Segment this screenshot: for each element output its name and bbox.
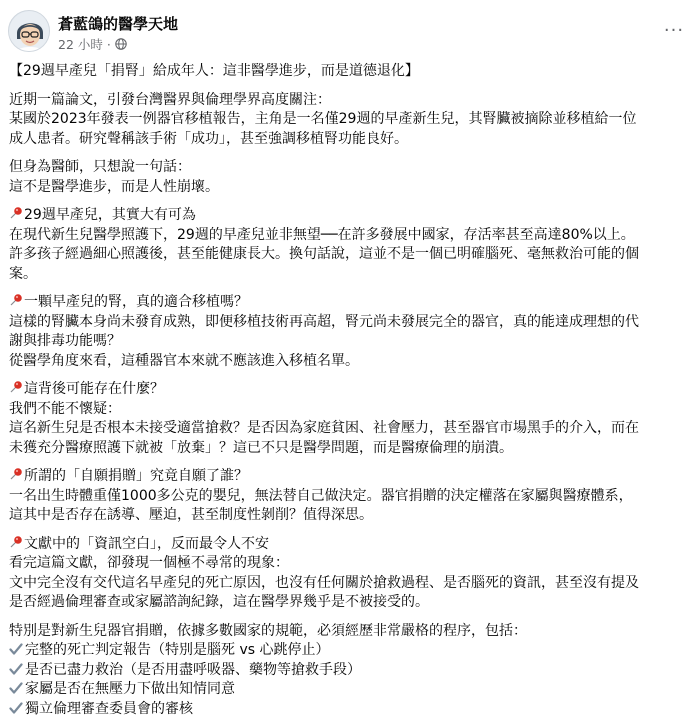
author-avatar[interactable] bbox=[8, 10, 50, 52]
post-content bbox=[9, 62, 691, 728]
line-text: 這樣的腎臟本身尚未發育成熟，即便移植技術再高超，腎元尚未發展完全的器官，真的能達成理想的代 bbox=[9, 313, 639, 330]
paragraph-line bbox=[9, 313, 691, 333]
checkmark-icon bbox=[9, 681, 23, 695]
post-paragraph bbox=[9, 622, 691, 720]
paragraph-line bbox=[9, 245, 691, 265]
pushpin-icon bbox=[9, 293, 23, 307]
more-options-button[interactable] bbox=[659, 16, 689, 46]
line-text: 29週早產兒，其實大有可為 bbox=[24, 207, 196, 223]
line-text: 這名新生兒是否根本未接受適當搶救？是否因為家庭貧困、社會壓力，甚至器官市場黑手的介入，而在 bbox=[9, 420, 639, 436]
paragraph-line bbox=[9, 622, 691, 642]
paragraph-line bbox=[9, 293, 691, 313]
line-text: 這背後可能存在什麼？ bbox=[24, 381, 164, 397]
paragraph-line bbox=[9, 110, 691, 130]
paragraph-line bbox=[9, 206, 691, 226]
paragraph-line bbox=[9, 700, 691, 720]
globe-icon[interactable] bbox=[115, 38, 127, 50]
line-text: 所謂的「自願捐贈」究竟自願了誰？ bbox=[24, 468, 248, 484]
paragraph-line bbox=[9, 226, 691, 246]
paragraph-line bbox=[9, 265, 691, 285]
line-text: 一顆早產兒的腎，真的適合移植嗎？ bbox=[24, 294, 248, 310]
line-text: 謝與排毒功能嗎？ bbox=[9, 333, 121, 349]
line-text: 我們不能不懷疑： bbox=[9, 400, 121, 417]
post-paragraph bbox=[9, 62, 691, 82]
paragraph-line bbox=[9, 487, 691, 507]
paragraph-line bbox=[9, 506, 691, 526]
avatar-cartoon-icon bbox=[9, 11, 50, 52]
paragraph-line bbox=[9, 467, 691, 487]
pushpin-icon bbox=[9, 206, 23, 220]
line-text: 成人患者。研究聲稱該手術「成功」，甚至強調移植腎功能良好。 bbox=[9, 130, 408, 147]
line-text: 獨立倫理審查委員會的審核 bbox=[25, 700, 193, 717]
line-text: 近期一篇論文，引發台灣醫界與倫理學界高度關注： bbox=[9, 91, 331, 108]
checkmark-icon bbox=[9, 701, 23, 715]
post-header bbox=[8, 10, 691, 60]
more-horizontal-icon: ··· bbox=[663, 20, 685, 41]
line-text: 在現代新生兒醫學照護下，29週的早產兒並非無望──在許多發展中國家，存活率甚至高達80%以上。 bbox=[9, 226, 635, 243]
pushpin-icon bbox=[9, 380, 23, 394]
paragraph-line bbox=[9, 661, 691, 681]
line-text: 【29週早產兒「捐腎」給成年人：這非醫學進步，而是道德退化】 bbox=[9, 63, 419, 79]
line-text: 許多孩子經過細心照護後，甚至能健康長大。換句話說，這並不是一個已明確腦死、毫無救治可能的個 bbox=[9, 246, 639, 262]
paragraph-line bbox=[9, 641, 691, 661]
paragraph-line bbox=[9, 535, 691, 555]
paragraph-line bbox=[9, 352, 691, 372]
pushpin-icon bbox=[9, 467, 23, 481]
line-text: 但身為醫師，只想說一句話： bbox=[9, 159, 191, 175]
line-text: 是否已盡力救治（是否用盡呼吸器、藥物等搶救手段） bbox=[25, 661, 361, 678]
post-time[interactable]: 22 小時 bbox=[58, 37, 103, 52]
line-text: 文獻中的「資訊空白」，反而最令人不安 bbox=[24, 535, 269, 552]
paragraph-line bbox=[9, 332, 691, 352]
paragraph-line bbox=[9, 574, 691, 594]
paragraph-line bbox=[9, 439, 691, 459]
line-text: 文中完全沒有交代這名早產兒的死亡原因，也沒有任何關於搶救過程、是否腦死的資訊，甚至沒有提及 bbox=[9, 574, 639, 591]
paragraph-line bbox=[9, 158, 691, 178]
post-paragraph bbox=[9, 158, 691, 197]
post-paragraph bbox=[9, 467, 691, 526]
paragraph-line bbox=[9, 62, 691, 82]
paragraph-line bbox=[9, 554, 691, 574]
paragraph-line bbox=[9, 419, 691, 439]
paragraph-line bbox=[9, 130, 691, 150]
line-text: 一名出生時體重僅1000多公克的嬰兒，無法替自己做決定。器官捐贈的決定權落在家屬與醫療體系， bbox=[9, 487, 633, 504]
author-name[interactable]: 蒼藍鴿的醫學天地 bbox=[58, 15, 179, 33]
line-text: 未獲充分醫療照護下就被「放棄」？這已不只是醫學問題，而是醫療倫理的崩潰。 bbox=[9, 439, 513, 456]
post-paragraph bbox=[9, 535, 691, 613]
post-paragraph bbox=[9, 206, 691, 284]
line-text: 特別是對新生兒器官捐贈，依據多數國家的規範，必須經歷非常嚴格的程序，包括： bbox=[9, 622, 527, 639]
post-paragraph bbox=[9, 380, 691, 458]
line-text: 某國於2023年發表一例器官移植報告，主角是一名僅29週的早產新生兒，其腎臟被摘除並移植給一位 bbox=[9, 111, 637, 127]
meta-separator: · bbox=[106, 36, 111, 52]
paragraph-line bbox=[9, 91, 691, 111]
post-meta bbox=[58, 35, 127, 53]
line-text: 案。 bbox=[9, 265, 37, 282]
line-text: 看完這篇文獻，卻發現一個極不尋常的現象： bbox=[9, 555, 289, 571]
line-text: 從醫學角度來看，這種器官本來就不應該進入移植名單。 bbox=[9, 352, 359, 369]
post-paragraph bbox=[9, 293, 691, 371]
checkmark-icon bbox=[9, 662, 23, 676]
line-text: 這不是醫學進步，而是人性崩壞。 bbox=[9, 178, 219, 195]
paragraph-line bbox=[9, 178, 691, 198]
post-paragraph bbox=[9, 91, 691, 150]
line-text: 這其中是否存在誘導、壓迫，甚至制度性剝削？值得深思。 bbox=[9, 507, 373, 523]
paragraph-line bbox=[9, 380, 691, 400]
paragraph-line bbox=[9, 400, 691, 420]
line-text: 完整的死亡判定報告（特別是腦死 vs 心跳停止） bbox=[25, 642, 330, 658]
paragraph-line bbox=[9, 680, 691, 700]
line-text: 家屬是否在無壓力下做出知情同意 bbox=[25, 681, 235, 697]
checkmark-icon bbox=[9, 642, 23, 656]
pushpin-icon bbox=[9, 535, 23, 549]
line-text: 是否經過倫理審查或家屬諮詢紀錄，這在醫學界幾乎是不被接受的。 bbox=[9, 594, 429, 610]
paragraph-line bbox=[9, 593, 691, 613]
